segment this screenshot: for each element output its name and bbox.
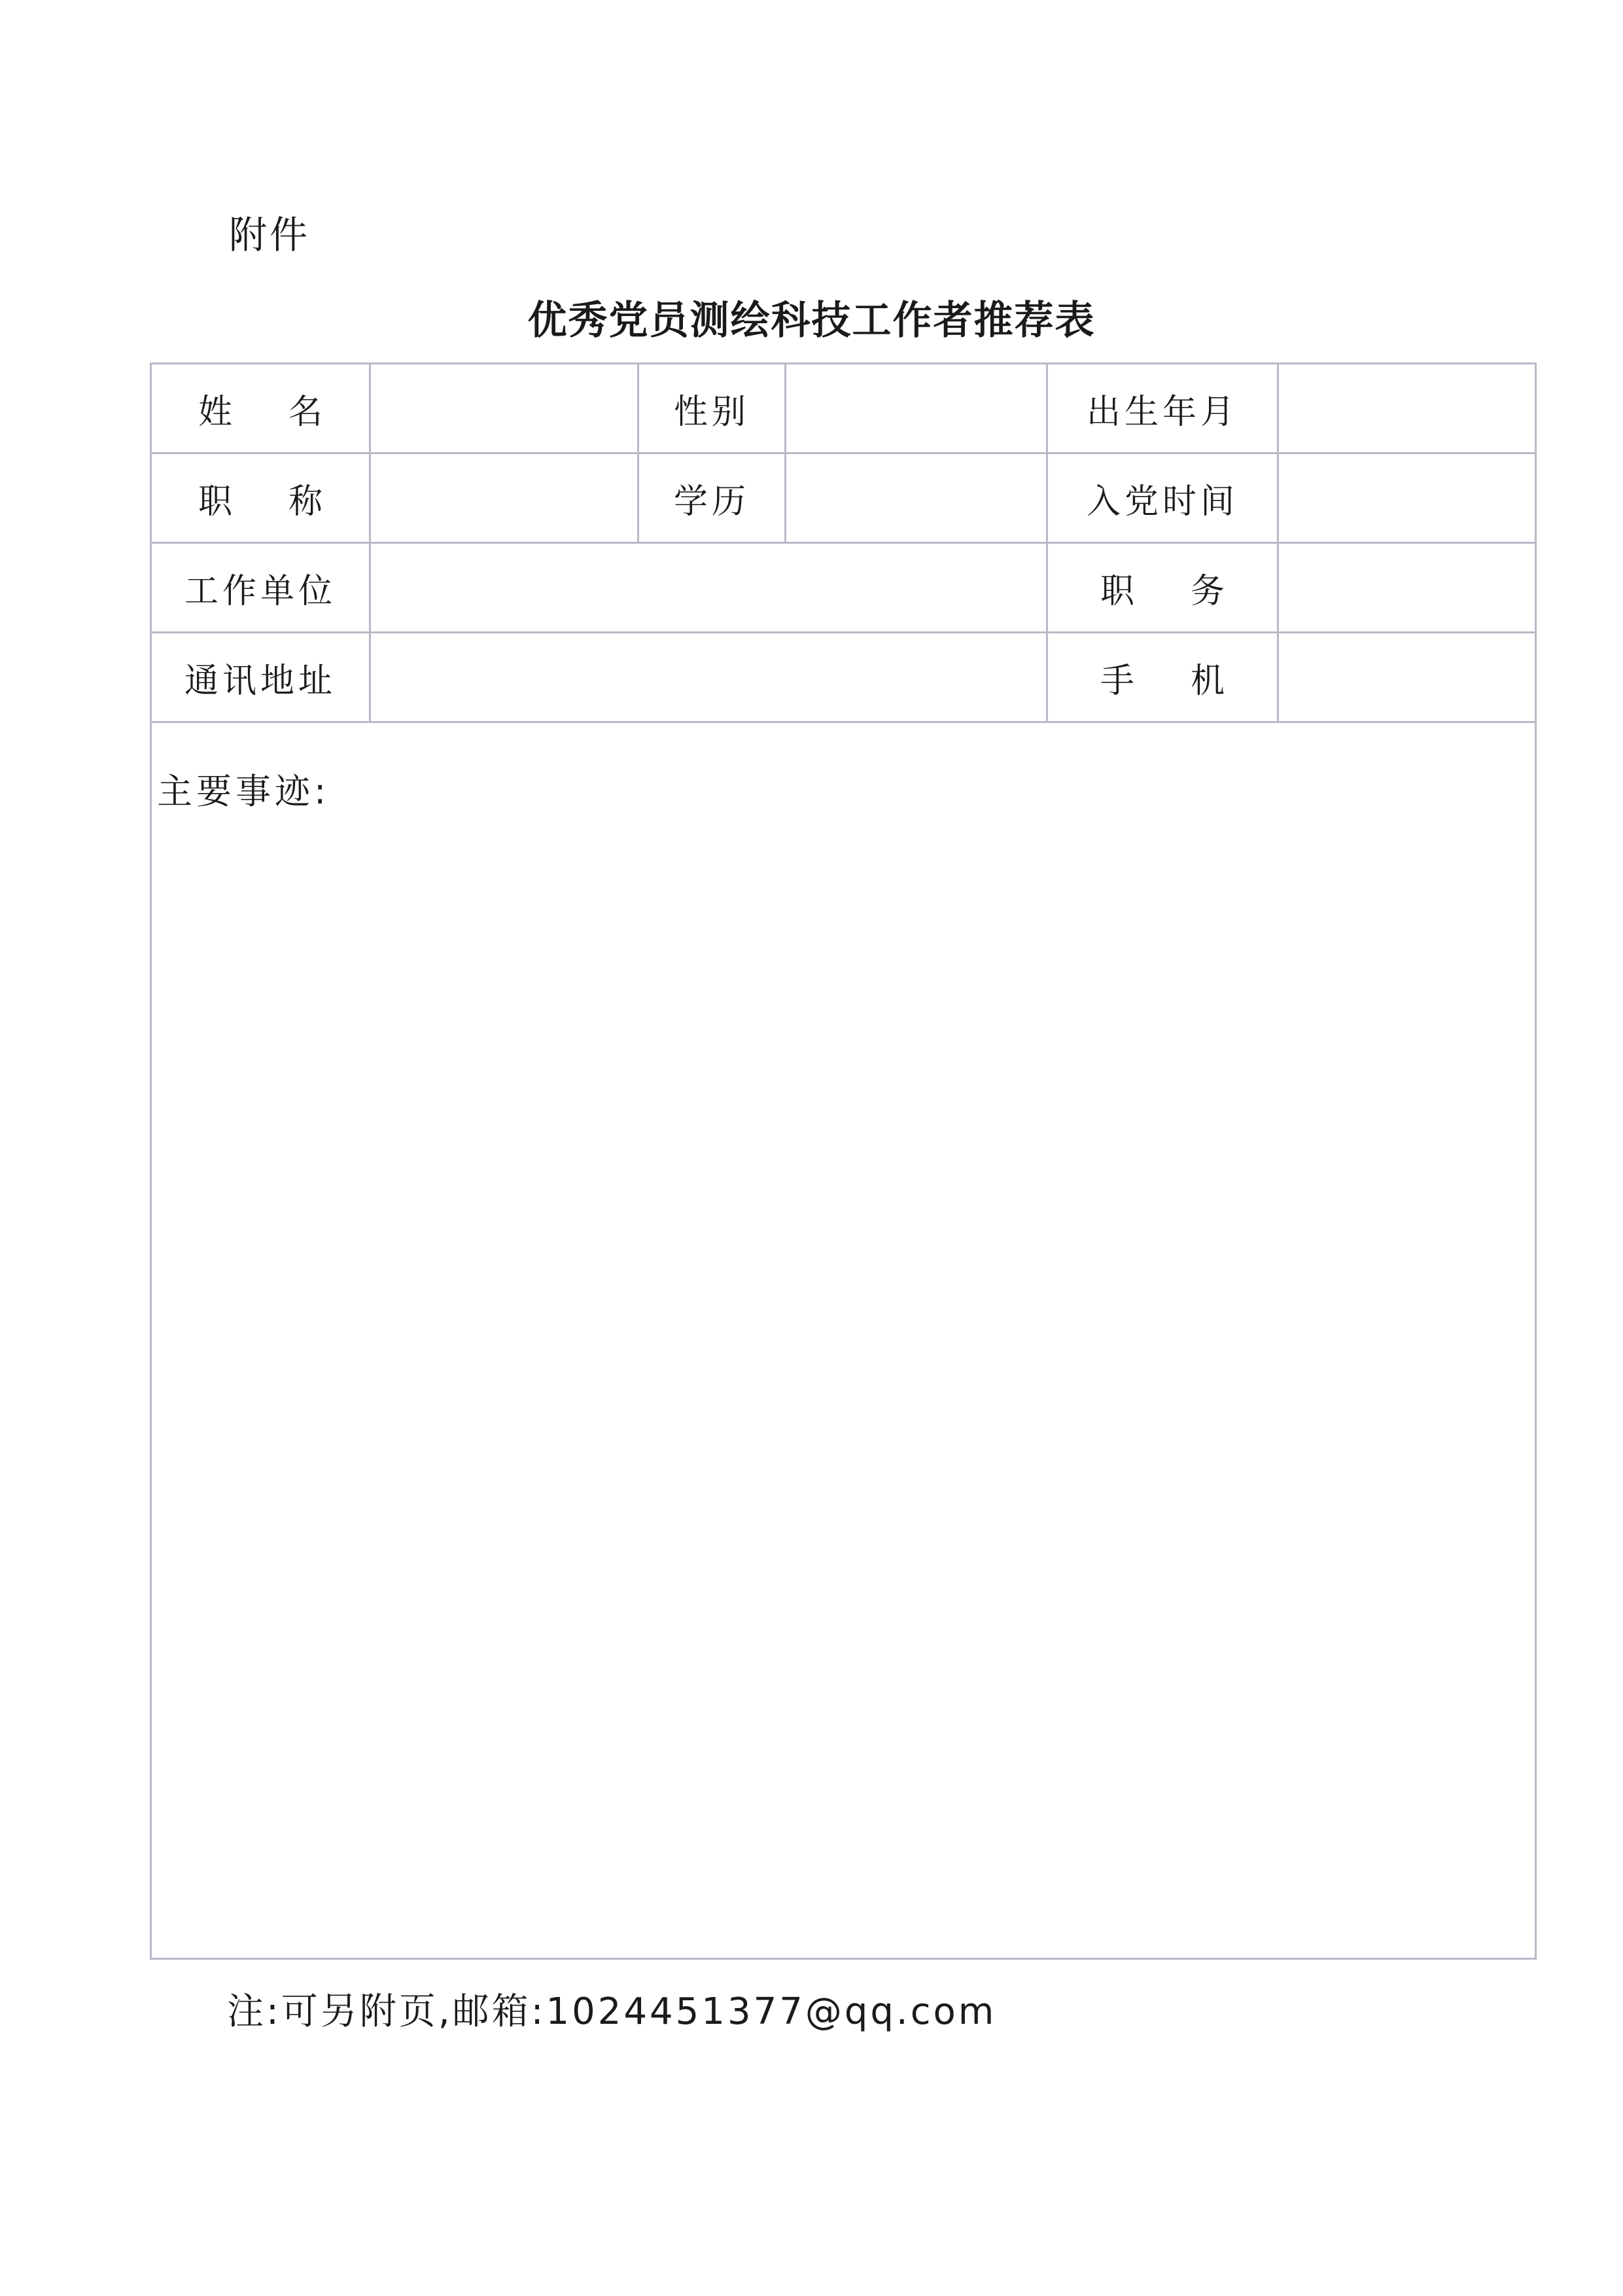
- name-field[interactable]: [370, 364, 638, 453]
- education-label: 学历: [638, 453, 786, 543]
- mobile-label: 手 机: [1047, 633, 1278, 722]
- recommendation-form-table: [150, 362, 1537, 1960]
- education-field[interactable]: [786, 453, 1047, 543]
- title-field[interactable]: [370, 453, 638, 543]
- form-row-title: [151, 453, 1536, 543]
- address-label: 通讯地址: [151, 633, 370, 722]
- party-join-date-label: 入党时间: [1047, 453, 1278, 543]
- footer-note: 注:可另附页,邮箱:1024451377@qq.com: [227, 1990, 997, 2033]
- address-field[interactable]: [370, 633, 1047, 722]
- main-deeds-field[interactable]: [151, 722, 1536, 1959]
- mobile-field[interactable]: [1278, 633, 1536, 722]
- attachment-label: 附件: [229, 213, 311, 257]
- gender-label: 性别: [638, 364, 786, 453]
- main-deeds-label: 主要事迹:: [157, 771, 330, 812]
- form-row-work: [151, 543, 1536, 633]
- form-row-contact: [151, 633, 1536, 722]
- position-field[interactable]: [1278, 543, 1536, 633]
- form-row-deeds: [151, 722, 1536, 1959]
- gender-field[interactable]: [786, 364, 1047, 453]
- birth-date-label: 出生年月: [1047, 364, 1278, 453]
- position-label: 职 务: [1047, 543, 1278, 633]
- form-row-basic: [151, 364, 1536, 453]
- work-unit-label: 工作单位: [151, 543, 370, 633]
- name-label: 姓 名: [151, 364, 370, 453]
- work-unit-field[interactable]: [370, 543, 1047, 633]
- birth-date-field[interactable]: [1278, 364, 1536, 453]
- party-join-date-field[interactable]: [1278, 453, 1536, 543]
- page-title: 优秀党员测绘科技工作者推荐表: [527, 298, 1096, 344]
- title-label: 职 称: [151, 453, 370, 543]
